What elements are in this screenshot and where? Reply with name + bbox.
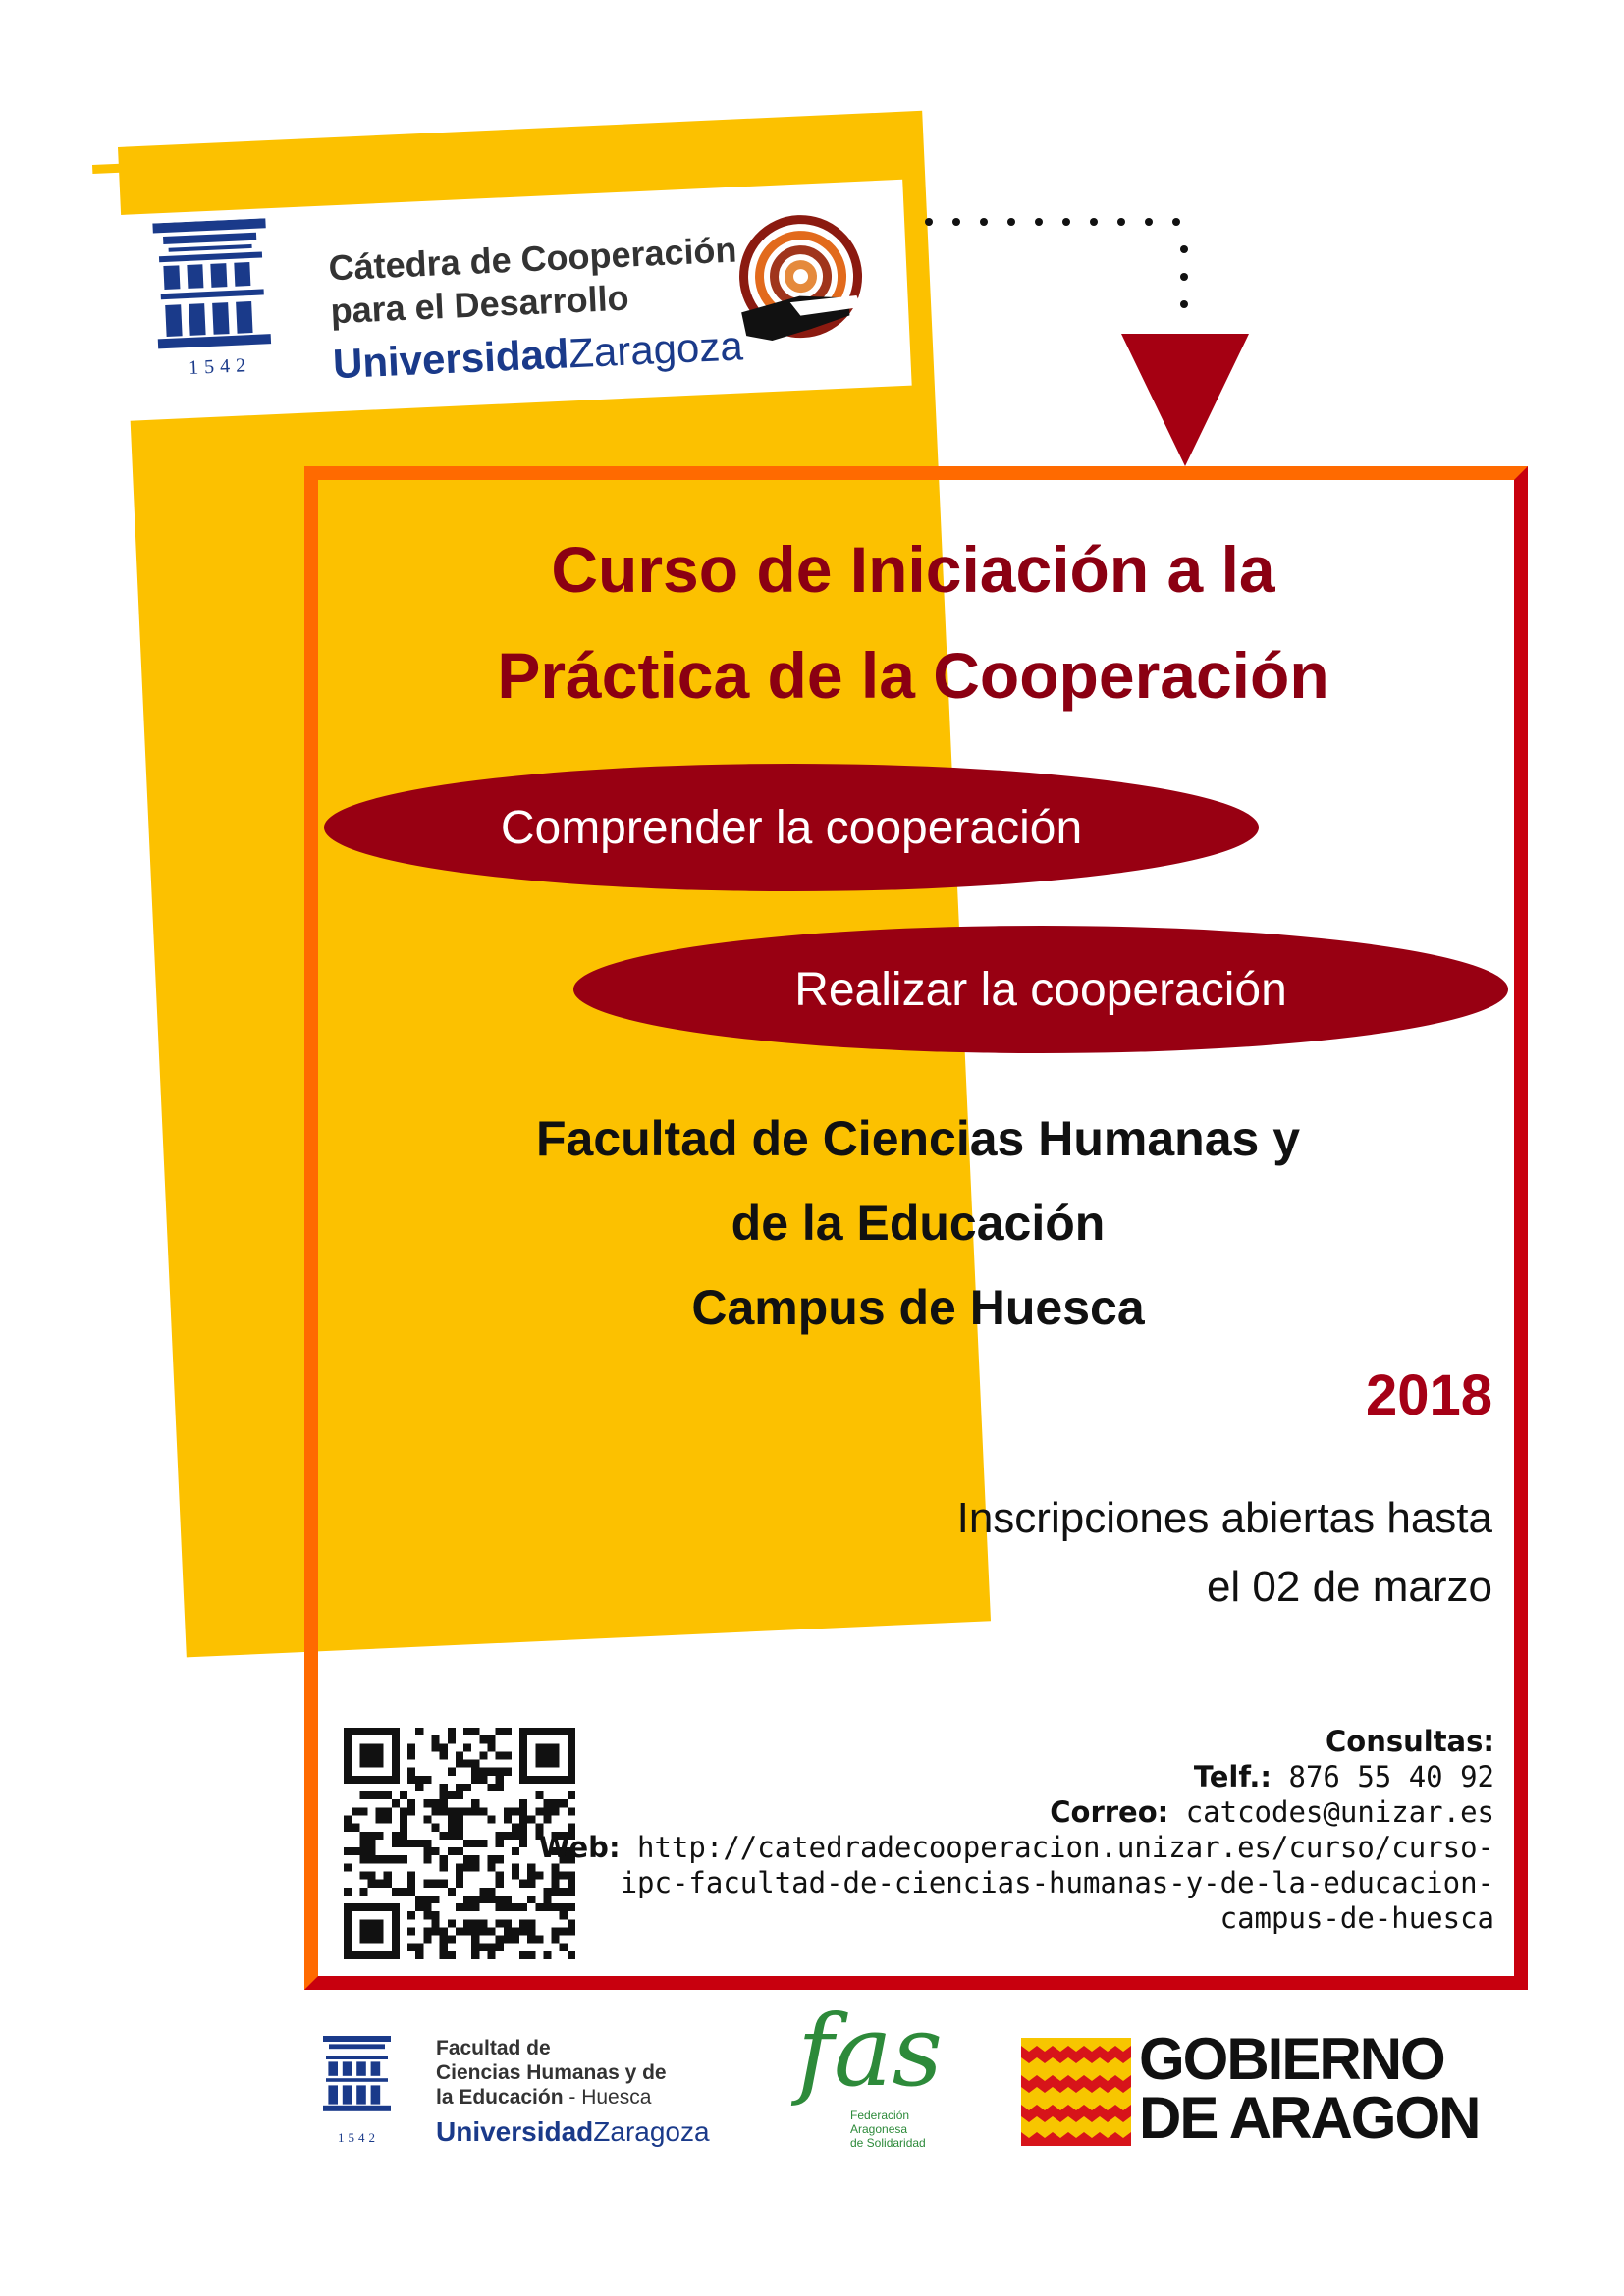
- web-url-line1[interactable]: http://catedradecooperacion.unizar.es/curso/curso-: [637, 1831, 1494, 1864]
- pill-comprender-label: Comprender la cooperación: [500, 801, 1083, 854]
- web-url-line3[interactable]: campus-de-huesca: [1219, 1901, 1494, 1935]
- university-bold: Universidad: [332, 330, 570, 388]
- aragon-flag-icon: [1021, 2038, 1131, 2146]
- web-url-line2[interactable]: ipc-facultad-de-ciencias-humanas-y-de-la-educacion-: [620, 1866, 1494, 1899]
- contact-block: [539, 1724, 1494, 1936]
- down-arrow-icon: [1121, 334, 1249, 466]
- fas-line2: Aragonesa: [850, 2122, 908, 2136]
- inscription-line1: Inscripciones abiertas hasta: [956, 1494, 1492, 1542]
- venue-line2: de la Educación: [731, 1196, 1106, 1251]
- course-title-line1: Curso de Iniciación a la: [551, 533, 1275, 606]
- gobierno-aragon-wordmark: [1139, 2026, 1480, 2151]
- faculty-line1: Facultad de: [436, 2037, 551, 2059]
- faculty-line3: la Educación: [436, 2086, 564, 2109]
- catedra-name: [328, 229, 740, 334]
- catedra-line2: para el Desarrollo: [329, 277, 630, 332]
- footer-founding-year: 1542: [338, 2130, 379, 2145]
- header-card: [98, 180, 912, 422]
- catedra-line1: Cátedra de Cooperación: [327, 229, 738, 289]
- footer-university-wordmark: [436, 2116, 710, 2148]
- faculty-name: [436, 2036, 667, 2109]
- phone-number[interactable]: 876 55 40 92: [1288, 1760, 1494, 1793]
- inscription-deadline: [957, 1484, 1492, 1622]
- footer-university-light: Zaragoza: [593, 2116, 710, 2147]
- fas-line3: de Solidaridad: [850, 2136, 926, 2150]
- faculty-line3-suffix: - Huesca: [563, 2086, 652, 2109]
- phone-label: Telf.:: [1193, 1760, 1272, 1793]
- course-year: 2018: [1365, 1363, 1492, 1427]
- faculty-building-logo-icon: [320, 2032, 397, 2140]
- email-label: Correo:: [1050, 1795, 1169, 1829]
- faculty-line2: Ciencias Humanas y de: [436, 2061, 667, 2084]
- inscription-line2: el 02 de marzo: [1206, 1563, 1492, 1611]
- pill-realizar-label: Realizar la cooperación: [794, 963, 1287, 1016]
- footer-university-bold: Universidad: [436, 2116, 594, 2147]
- university-wordmark: [332, 322, 744, 388]
- pill-comprender: [324, 764, 1259, 891]
- fas-line1: Federación: [850, 2109, 910, 2122]
- contact-heading: Consultas:: [1326, 1725, 1494, 1758]
- gobierno-line1: GOBIERNO: [1139, 2026, 1444, 2092]
- course-title-line2: Práctica de la Cooperación: [497, 639, 1329, 712]
- spiral-hands-logo-icon: [728, 208, 882, 362]
- venue-line3: Campus de Huesca: [691, 1280, 1145, 1335]
- venue-line1: Facultad de Ciencias Humanas y: [535, 1111, 1301, 1166]
- email-address[interactable]: catcodes@unizar.es: [1185, 1795, 1494, 1829]
- gobierno-line2: DE ARAGON: [1139, 2085, 1480, 2151]
- university-light: Zaragoza: [568, 322, 744, 377]
- pill-realizar: [573, 926, 1508, 1053]
- founding-year: 1542: [188, 354, 252, 379]
- web-label: Web:: [538, 1831, 621, 1864]
- fas-caption: [850, 2109, 926, 2150]
- fas-logo: fas: [797, 1994, 943, 2109]
